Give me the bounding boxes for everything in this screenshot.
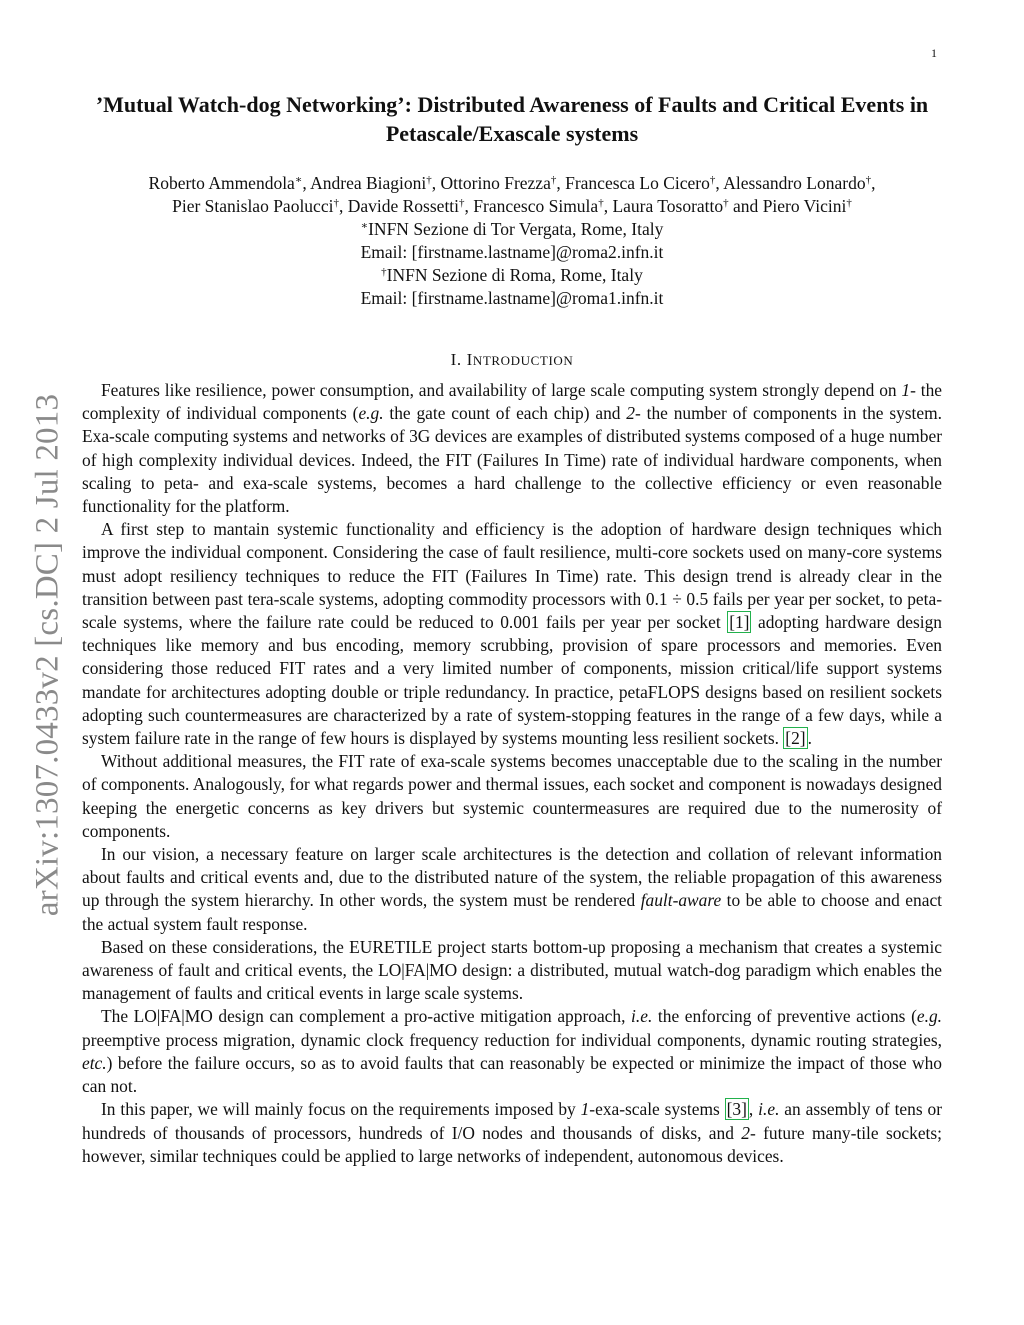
affiliation-mark: † <box>865 174 872 186</box>
author-line-1 <box>80 172 944 195</box>
page-number: 1 <box>931 46 937 60</box>
citation-link[interactable]: [3] <box>726 1099 747 1120</box>
body-text <box>82 379 942 1168</box>
author-name: Francesca Lo Cicero <box>565 173 710 193</box>
text-run: preemptive process migration, dynamic clock frequency reduction for individual components, dynamic routing strategies, <box>82 1029 942 1050</box>
text-run: , <box>748 1099 759 1120</box>
author-block <box>80 172 944 310</box>
paragraph: Without additional measures, the FIT rate of exa-scale systems becomes unacceptable due to the scaling in the number of components. Analogously, for what regards power and thermal issues, each socket and component is nowadays designed keeping the energetic concerns as key drivers but systemic countermeasures are required due to the numerosity of components. <box>82 751 942 841</box>
text-run: A first step to mantain systemic functionality and efficiency is the adoption of hardware design techniques which improve the individual component. Considering the case of fault resilience, multi-core sockets used on many-core systems must adopt resiliency techniques to reduce the FIT (Failures In Time) rate. This design trend is already clear in the transition between past tera-scale systems, adopting commodity processors with 0.1 ÷ 0.5 fails per year per socket, to peta-scale systems, where the failure rate could be reduced to 0.001 fails per year per socket <box>82 519 942 633</box>
italic-text: fault-aware <box>640 890 722 911</box>
author-separator: , <box>871 173 876 193</box>
affiliation-mark: † <box>846 197 852 209</box>
section-title-rest: NTRODUCTION <box>472 353 574 368</box>
affiliation-mark: † <box>426 174 432 186</box>
text-run: The LO|FA|MO design can complement a pro-active mitigation approach, <box>101 1006 632 1027</box>
text-run: to be able to choose and enact the actual system fault response. <box>82 890 942 934</box>
affiliation-mark: ∗ <box>294 174 303 186</box>
author-separator: , <box>302 173 311 193</box>
paragraph <box>82 843 942 936</box>
affiliation-mark: † <box>598 197 604 209</box>
paragraph <box>82 1098 942 1168</box>
paragraph <box>82 1005 942 1098</box>
italic-text: i.e. <box>631 1006 653 1027</box>
affiliation-mark: † <box>333 197 339 209</box>
author-name: Laura Tosoratto <box>612 196 724 216</box>
affiliation-mark: † <box>550 174 557 186</box>
author-name: Ottorino Frezza <box>440 173 551 193</box>
affiliation-mark: † <box>723 197 729 209</box>
text-run: In our vision, a necessary feature on larger scale architectures is the detection and collation of relevant information about faults and critical events and, due to the distributed nature of the system, the reliable propagation of this awareness up through the system hierarchy. In other words, the system must be rendered <box>82 844 942 911</box>
author-separator: , <box>431 173 441 193</box>
affiliation-mark: † <box>381 266 387 278</box>
text-run: . <box>807 728 812 749</box>
citation-link[interactable]: [2] <box>785 728 806 749</box>
author-name: Piero Vicini <box>762 196 847 216</box>
affiliation-mark: ∗ <box>360 220 369 232</box>
text-run: the number of components in the system. Exa-scale computing systems and networks of 3G devices are examples of distributed systems composed of a huge number of high complexity individual devices. Indeed, the FIT (Failures In Time) rate of individual hardware components, when scaling to peta- and exa-scale systems, becomes a hard challenge to the collective efficiency or even reasonable functionality for the platform. <box>82 403 942 517</box>
author-name: Davide Rossetti <box>347 196 460 216</box>
affiliation-institution: INFN Sezione di Roma, Rome, Italy <box>386 265 643 285</box>
paper-title: ’Mutual Watch-dog Networking’: Distributed Awareness of Faults and Critical Events in Petascale/Exascale systems <box>95 92 929 146</box>
italic-text: 1- <box>901 380 916 400</box>
text-run: adopting hardware design techniques like memory and bus encoding, memory scrubbing, provision of spare processors and memories. Even considering those reduced FIT rates and a very limited number of components, mission critical/life support systems mandate for architectures adopting double or triple redundancy. In practice, petaFLOPS designs based on resilient sockets adopting such countermeasures are characterized by a rate of system-stopping features in the range of a few days, while a system failure rate in the range of few hours is displayed by systems mounting less resilient sockets. <box>82 612 942 749</box>
citation-link[interactable]: [1] <box>729 612 750 633</box>
paragraph <box>82 518 942 750</box>
affiliation-email: Email: [firstname.lastname]@roma1.infn.it <box>360 288 664 308</box>
affiliation-line <box>80 218 944 241</box>
text-run: exa-scale systems <box>595 1099 725 1120</box>
section-title-initial: I <box>466 350 473 369</box>
author-separator: , <box>603 196 613 216</box>
italic-text: 1- <box>580 1099 596 1120</box>
text-run: Features like resilience, power consumption, and availability of large scale computing system strongly depend on <box>101 380 902 400</box>
affiliation-line <box>80 264 944 287</box>
author-name: Francesco Simula <box>473 196 599 216</box>
arxiv-identifier-stamp: arXiv:1307.0433v2 [cs.DC] 2 Jul 2013 <box>29 393 66 917</box>
text-run: an assembly of tens or hundreds of thousands of processors, hundreds of I/O nodes and thousands of disks, and <box>82 1099 942 1143</box>
paragraph: Based on these considerations, the EURETILE project starts bottom-up proposing a mechanism that creates a systemic awareness of fault and critical events, the LO|FA|MO design: a distributed, mutual watch-dog paradigm which enables the management of faults and critical events in large scale systems. <box>82 936 942 1004</box>
italic-text: etc. <box>82 1052 107 1073</box>
italic-text: 2- <box>741 1122 756 1143</box>
affiliation-email: Email: [firstname.lastname]@roma2.infn.it <box>360 242 664 262</box>
text-run: the enforcing of preventive actions ( <box>652 1006 917 1027</box>
italic-text: e.g. <box>916 1006 942 1027</box>
text-run: the gate count of each chip) and <box>383 403 627 424</box>
italic-text: i.e. <box>758 1099 780 1120</box>
author-line-2 <box>80 195 944 218</box>
text-run: the complexity of individual components ( <box>82 380 942 424</box>
author-name: Pier Stanislao Paolucci <box>172 196 334 216</box>
author-separator: , <box>715 173 724 193</box>
italic-text: e.g. <box>358 403 384 424</box>
affiliation-mark: † <box>459 197 465 209</box>
affiliation-mark: † <box>709 174 716 186</box>
author-name: Roberto Ammendola <box>148 173 295 193</box>
affiliation-institution: INFN Sezione di Tor Vergata, Rome, Italy <box>368 219 664 239</box>
section-number: I. <box>450 350 462 369</box>
section-heading <box>80 350 944 370</box>
author-name: Alessandro Lonardo <box>723 173 866 193</box>
paragraph <box>82 379 942 518</box>
author-separator: , <box>338 196 348 216</box>
author-separator: , <box>464 196 474 216</box>
italic-text: 2- <box>626 403 641 424</box>
author-separator: , <box>556 173 566 193</box>
author-separator: and <box>728 196 763 216</box>
author-name: Andrea Biagioni <box>310 173 427 193</box>
text-run: In this paper, we will mainly focus on the requirements imposed by <box>101 1099 581 1120</box>
text-run: future many-tile sockets; however, similar techniques could be applied to large networks of independent, autonomous devices. <box>82 1122 942 1166</box>
text-run: ) before the failure occurs, so as to avoid faults that can reasonably be expected or minimize the impact of those who can not. <box>82 1052 942 1097</box>
